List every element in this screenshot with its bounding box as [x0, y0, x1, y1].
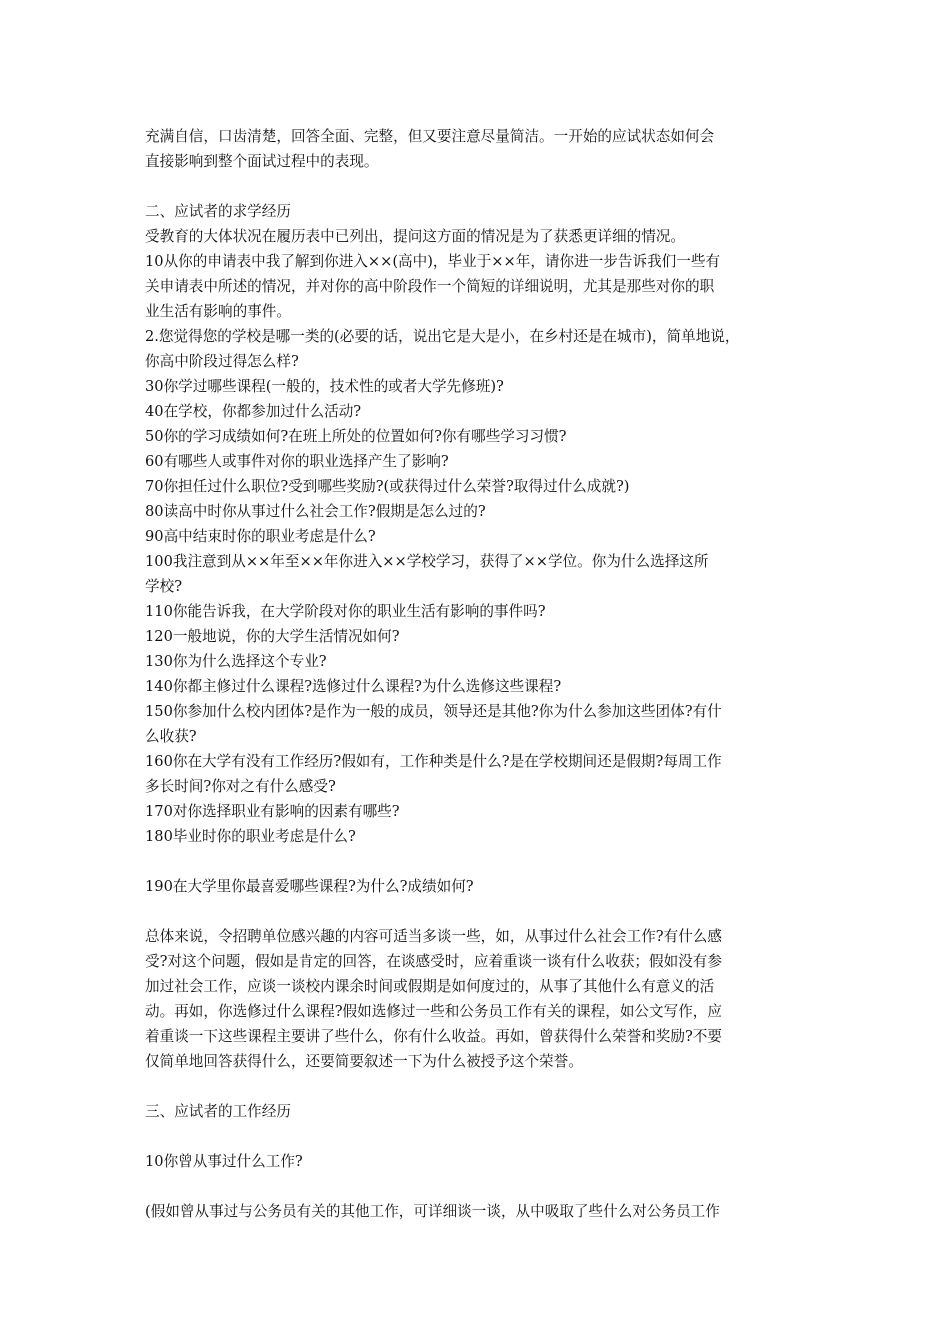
paragraph-gap — [145, 174, 813, 199]
paragraph-gap — [145, 1174, 813, 1199]
body-line: 受教育的大体状况在履历表中已列出，提问这方面的情况是为了获悉更详细的情况。 — [145, 228, 685, 245]
question-line: 么收获? — [145, 728, 197, 745]
paragraph-gap — [145, 849, 813, 874]
question-line: 120一般地说，你的大学生活情况如何? — [145, 628, 400, 645]
document-body — [145, 124, 813, 1224]
question-line: 90高中结束时你的职业考虑是什么? — [145, 528, 376, 545]
section-heading-work: 三、应试者的工作经历 — [145, 1103, 291, 1120]
question-line: 150你参加什么校内团体?是作为一般的成员，领导还是其他?你为什么参加这些团体?有什 — [145, 703, 722, 720]
intro-line: 直接影响到整个面试过程中的表现。 — [145, 153, 379, 170]
question-line: 80读高中时你从事过什么社会工作?假期是怎么过的? — [145, 503, 486, 520]
summary-line: 加过社会工作，应谈一谈校内课余时间或假期是如何度过的，从事了其他什么有意义的活 — [145, 978, 715, 995]
summary-line: 动。再如，你选修过什么课程?假如选修过一些和公务员工作有关的课程，如公文写作，应 — [145, 1003, 722, 1020]
question-line: 关申请表中所述的情况，并对你的高中阶段作一个简短的详细说明，尤其是那些对你的职 — [145, 278, 715, 295]
question-line: 60有哪些人或事件对你的职业选择产生了影响? — [145, 453, 449, 470]
summary-line: 受?对这个问题，假如是肯定的回答，在谈感受时，应着重谈一谈有什么收获；假如没有参 — [145, 953, 722, 970]
intro-line: 充满自信，口齿清楚，回答全面、完整，但又要注意尽量简洁。一开始的应试状态如何会 — [145, 128, 715, 145]
question-line: 180毕业时你的职业考虑是什么? — [145, 828, 356, 845]
question-line: 50你的学习成绩如何?在班上所处的位置如何?你有哪些学习习惯? — [145, 428, 567, 445]
question-line: 学校? — [145, 578, 183, 595]
paragraph-gap — [145, 1074, 813, 1099]
question-line: 100我注意到从××年至××年你进入××学校学习，获得了××学位。你为什么选择这所 — [145, 553, 709, 570]
question-line: 110你能告诉我，在大学阶段对你的职业生活有影响的事件吗? — [145, 603, 546, 620]
question-line: 170对你选择职业有影响的因素有哪些? — [145, 803, 400, 820]
question-line: 10从你的申请表中我了解到你进入××(高中)，毕业于××年，请你进一步告诉我们一些有 — [145, 253, 721, 270]
question-line: 70你担任过什么职位?受到哪些奖励?(或获得过什么荣誉?取得过什么成就?) — [145, 478, 630, 495]
question-line: 140你都主修过什么课程?选修过什么课程?为什么选修这些课程? — [145, 678, 562, 695]
question-line: 190在大学里你最喜爱哪些课程?为什么?成绩如何? — [145, 878, 474, 895]
question-line: 160你在大学有没有工作经历?假如有，工作种类是什么?是在学校期间还是假期?每周工作 — [145, 753, 722, 770]
question-line: 30你学过哪些课程(一般的，技术性的或者大学先修班)? — [145, 378, 504, 395]
paragraph-gap — [145, 1124, 813, 1149]
question-line: 2.您觉得您的学校是哪一类的(必要的话，说出它是大是小，在乡村还是在城市)，简单地说， — [145, 328, 740, 345]
summary-line: 总体来说，令招聘单位感兴趣的内容可适当多谈一些，如，从事过什么社会工作?有什么感 — [145, 928, 722, 945]
question-line: 130你为什么选择这个专业? — [145, 653, 327, 670]
section-heading-education: 二、应试者的求学经历 — [145, 203, 291, 220]
question-line: 多长时间?你对之有什么感受? — [145, 778, 336, 795]
summary-line: 仅简单地回答获得什么，还要简要叙述一下为什么被授予这个荣誉。 — [145, 1053, 583, 1070]
question-line: 10你曾从事过什么工作? — [145, 1153, 303, 1170]
paragraph-gap — [145, 899, 813, 924]
question-line: 40在学校，你都参加过什么活动? — [145, 403, 362, 420]
question-line: 业生活有影响的事件。 — [145, 303, 291, 320]
note-line: (假如曾从事过与公务员有关的其他工作，可详细谈一谈，从中吸取了些什么对公务员工作 — [145, 1203, 720, 1220]
summary-line: 着重谈一下这些课程主要讲了些什么，你有什么收益。再如，曾获得什么荣誉和奖励?不要 — [145, 1028, 722, 1045]
question-line: 你高中阶段过得怎么样? — [145, 353, 299, 370]
